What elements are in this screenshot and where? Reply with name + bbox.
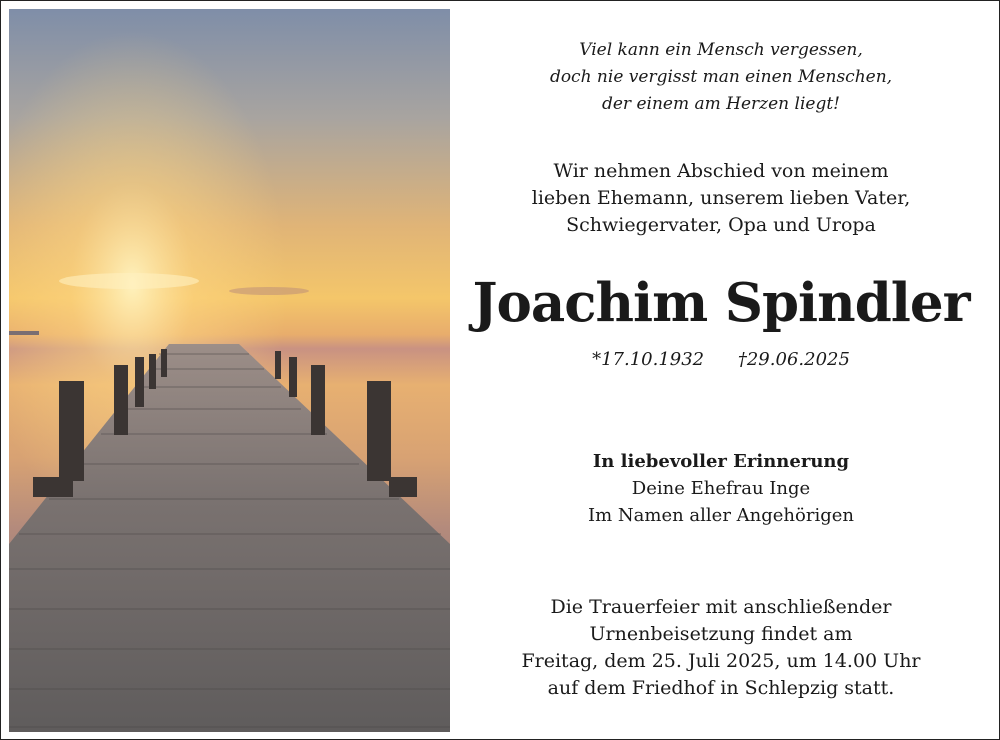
- death-date: †29.06.2025: [737, 349, 850, 370]
- intro-line: Wir nehmen Abschied von meinem: [553, 160, 889, 182]
- quote-line: der einem am Herzen liegt!: [601, 94, 841, 114]
- memory-section: [471, 448, 971, 529]
- quote-line: doch nie vergisst man einen Menschen,: [549, 67, 893, 87]
- mourner-line: Deine Ehefrau Inge: [631, 478, 811, 499]
- jetty-sunset-photo: [9, 9, 450, 732]
- mourner-line: Im Namen aller Angehörigen: [588, 505, 854, 526]
- deceased-name: Joachim Spindler: [472, 272, 970, 334]
- quote-line: Viel kann ein Mensch vergessen,: [579, 40, 863, 60]
- intro-line: lieben Ehemann, unserem lieben Vater,: [531, 187, 911, 209]
- service-line: Urnenbeisetzung findet am: [589, 623, 853, 645]
- service-line: auf dem Friedhof in Schlepzig statt.: [547, 677, 895, 699]
- service-line: Freitag, dem 25. Juli 2025, um 14.00 Uhr: [521, 650, 921, 672]
- life-dates: [471, 347, 971, 373]
- memory-heading: In liebevoller Erinnerung: [592, 451, 850, 472]
- farewell-intro: [471, 158, 971, 239]
- intro-line: Schwiegervater, Opa und Uropa: [566, 214, 876, 236]
- funeral-service-info: [471, 594, 971, 702]
- memorial-quote: [471, 37, 971, 118]
- birth-date: *17.10.1932: [592, 349, 705, 370]
- service-line: Die Trauerfeier mit anschließender: [550, 596, 892, 618]
